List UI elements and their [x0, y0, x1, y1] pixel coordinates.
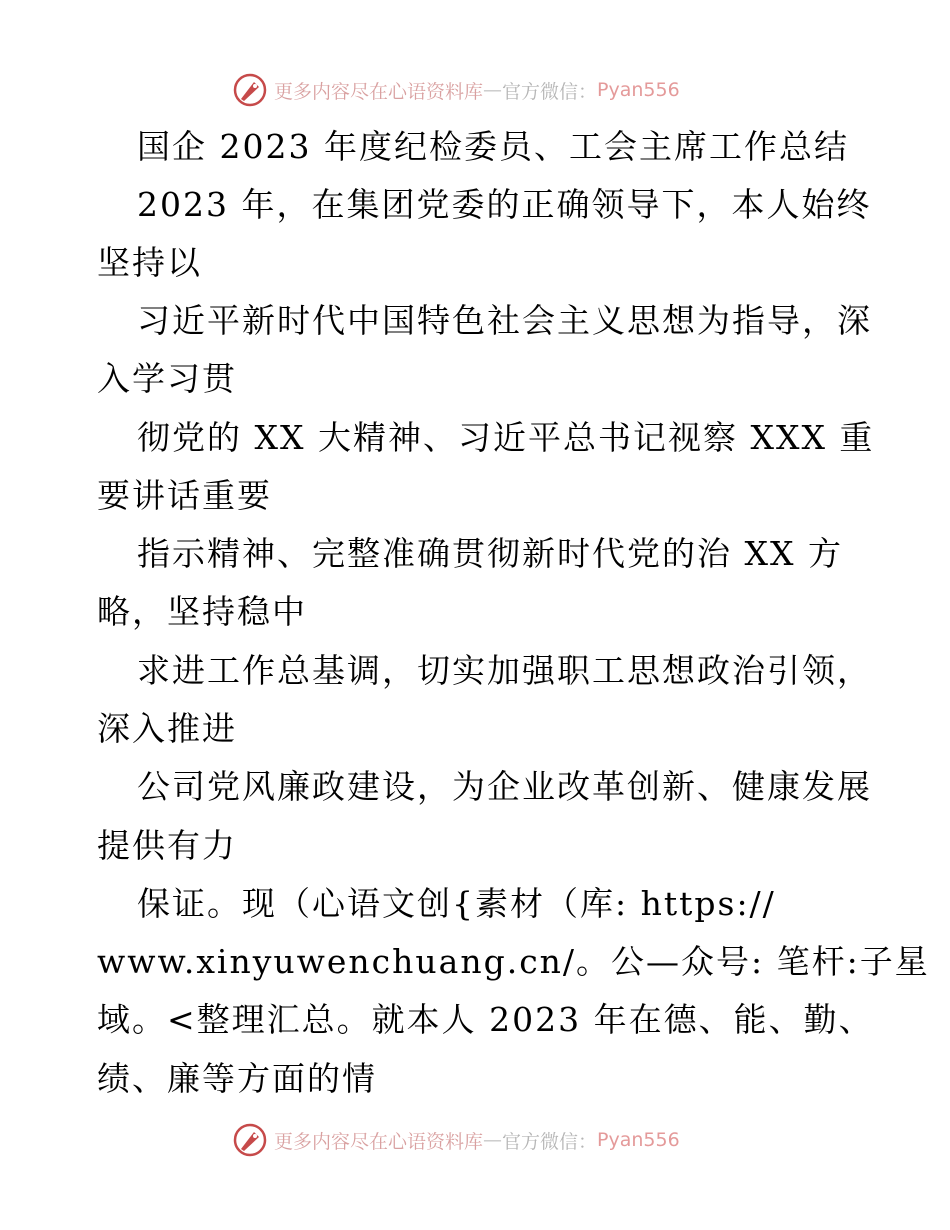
text-line: 坚持以 [97, 243, 202, 282]
text-line: 入学习贯 [97, 359, 237, 398]
watermark-dash: — [483, 1129, 503, 1151]
text-line: 保证。现（心语文创{素材（库: https:// [137, 884, 776, 923]
text-line: 求进工作总基调，切实加强职工思想政治引领， [137, 651, 872, 690]
text-line: 要讲话重要 [97, 476, 272, 515]
text-line: 2023 年，在集团党委的正确领导下，本人始终 [137, 185, 872, 224]
pen-nib-logo-icon [232, 72, 268, 108]
text-line: 指示精神、完整准确贯彻新时代党的治 XX 方 [137, 534, 843, 573]
watermark-handle: Pyan556 [597, 1129, 680, 1151]
document-title: 国企 2023 年度纪检委员、工会主席工作总结 [137, 127, 849, 166]
watermark-sub-text: 官方微信： [502, 80, 598, 103]
watermark-handle: Pyan556 [597, 79, 680, 101]
text-line: 略，坚持稳中 [97, 592, 307, 631]
text-line: 彻党的 XX 大精神、习近平总书记视察 XXX 重 [137, 418, 875, 457]
footer-watermark [232, 1120, 752, 1160]
text-line: 绩、廉等方面的情 [97, 1059, 377, 1098]
pen-nib-logo-icon [232, 1122, 268, 1158]
text-line: 公司党风廉政建设，为企业改革创新、健康发展 [137, 767, 872, 806]
header-watermark [232, 70, 752, 110]
text-line: 深入推进 [97, 709, 237, 748]
text-line: 习近平新时代中国特色社会主义思想为指导，深 [137, 301, 872, 340]
text-line: 提供有力 [97, 826, 237, 865]
watermark-sub-text: 官方微信： [502, 1130, 598, 1153]
watermark-main-text: 更多内容尽在心语资料库 [274, 1130, 484, 1153]
text-line: www.xinyuwenchuang.cn/。公—众号: 笔杆:子星 [97, 942, 930, 981]
watermark-main-text: 更多内容尽在心语资料库 [274, 80, 484, 103]
watermark-dash: — [483, 79, 503, 101]
text-line: 域。<整理汇总。就本人 2023 年在德、能、勤、 [97, 1000, 874, 1039]
